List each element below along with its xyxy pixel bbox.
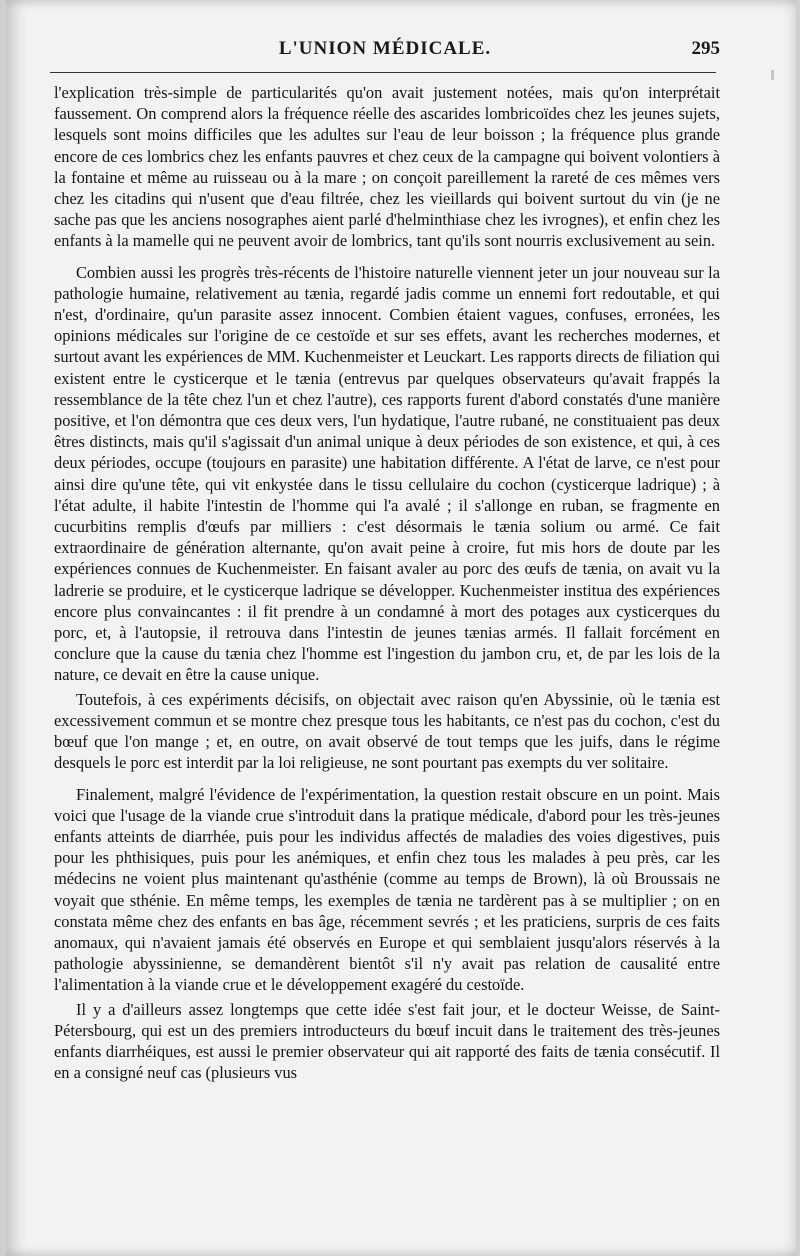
book-page [6,0,796,1256]
paragraph-3: Toutefois, à ces expériments décisifs, on objectait avec raison qu'en Abyssinie, où le tænia est excessivement commun et se montre chez presque tous les habitants, ce n'est pas du cochon, c'est du bœuf que l'on mange ; et, en outre, on avait observé de tout temps que les juifs, dans le régime desquels le porc est interdit par la loi religieuse, ne sont pourtant pas exempts du ver solitaire. [54,689,720,773]
page-number: 295 [691,38,720,59]
page-header [50,38,720,68]
paragraph-4: Finalement, malgré l'évidence de l'expérimentation, la question restait obscure en un point. Mais voici que l'usage de la viande crue s'introduit dans la pratique médicale, d'abord pour les très-jeunes enfants atteints de diarrhée, puis pour les individus affectés de maladies des voies digestives, puis pour les phthisiques, puis pour les anémiques, et enfin chez tous les malades à peu près, car les médecins ne voient plus maintenant qu'asthénie (comme au temps de Brown), là où Broussais ne voyait que sthénie. En même temps, les exemples de tænia ne tardèrent pas à se multiplier ; on en constata même chez des enfants en bas âge, récemment sevrés ; et les praticiens, surpris de ces faits anomaux, qui n'avaient jamais été observés en Europe et qui semblaient jusqu'alors réservés à la pathologie abyssinienne, se demandèrent bientôt s'il n'y avait pas relation de causalité entre l'alimentation à la viande crue et le développement exagéré du cestoïde. [54,784,720,995]
running-title: L'UNION MÉDICALE. [278,38,492,59]
paragraph-2: Combien aussi les progrès très-récents de l'histoire naturelle viennent jeter un jour nouveau sur la pathologie humaine, relativement au tænia, regardé jadis comme un ennemi fort redoutable, et qui n'est, d'ordinaire, qu'un parasite assez innocent. Combien étaient vagues, confuses, erronées, les opinions médicales sur l'origine de ce cestoïde et sur ses effets, avant les recherches modernes, et surtout avant les expériences de MM. Kuchenmeister et Leuckart. Les rapports directs de filiation qui existent entre le cysticerque et le tænia (entrevus par quelques observateurs qu'avait frappés la ressemblance de la tête chez l'un et chez l'autre), ces rapports furent d'abord constatés d'une manière positive, et l'on démontra que ces deux vers, l'un hydatique, l'autre rubané, ne constituaient pas deux êtres distincts, mais qu'il s'agissait d'un animal unique à deux périodes de son existence, et qui, à ces deux périodes, occupe (toujours en parasite) une habitation différente. A l'état de larve, ce n'est pour ainsi dire qu'une tête, qui vit enkystée dans le tissu cellulaire du cochon (cysticerque ladrique) ; à l'état adulte, il habite l'intestin de l'homme qui l'a avalé ; il s'allonge en ruban, se fragmente en cucurbitins remplis d'œufs par milliers : c'est désormais le tænia solium ou armé. Ce fait extraordinaire de génération alternante, qu'on avait peine à croire, fut mis hors de doute par les expériences connues de Kuchenmeister. En faisant avaler au porc des œufs de tænia, on avait vu la ladrerie se produire, et le cysticerque ladrique se développer. Kuchenmeister institua des expériences encore plus convaincantes : il fit prendre à un condamné à mort des potages aux cysticerques du porc, et, à l'autopsie, il retrouva dans l'intestin de jeunes tænias armés. Il fallait forcément en conclure que la cause du tænia chez l'homme est l'ingestion du jambon cru, et, de par les lois de la nature, ce devait en être la cause unique. [54,262,720,685]
paper-mark [771,70,774,80]
paragraph-1: l'explication très-simple de particularités qu'on avait justement notées, mais qu'on interprétait faussement. On comprend alors la fréquence réelle des ascarides lombricoïdes chez les jeunes sujets, lesquels sont moins difficiles que les adultes sur l'eau de leur boisson ; la fréquence plus grande encore de ces lombrics chez les enfants pauvres et chez ceux de la campagne qui boivent volontiers à la fontaine et même au ruisseau ou à la mare ; on conçoit pareillement la rareté de ces mêmes vers chez les citadins qui n'usent que d'eau filtrée, chez les vieillards qui boivent surtout du vin (je ne sache pas que les anciens nosographes aient parlé d'helminthiase chez les ivrognes), et enfin chez les enfants à la mamelle qui ne peuvent avoir de lombrics, tant qu'ils sont nourris exclusivement au sein. [54,83,720,251]
header-rule [50,72,716,73]
body-text [54,82,720,1083]
paragraph-5: Il y a d'ailleurs assez longtemps que cette idée s'est fait jour, et le docteur Weisse, de Saint-Pétersbourg, qui est un des premiers introducteurs du bœuf incuit dans le traitement des très-jeunes enfants diarrhéiques, est aussi le premier observateur qui ait rapporté des faits de tænia consécutif. Il en a consigné neuf cas (plusieurs vus [54,999,720,1083]
